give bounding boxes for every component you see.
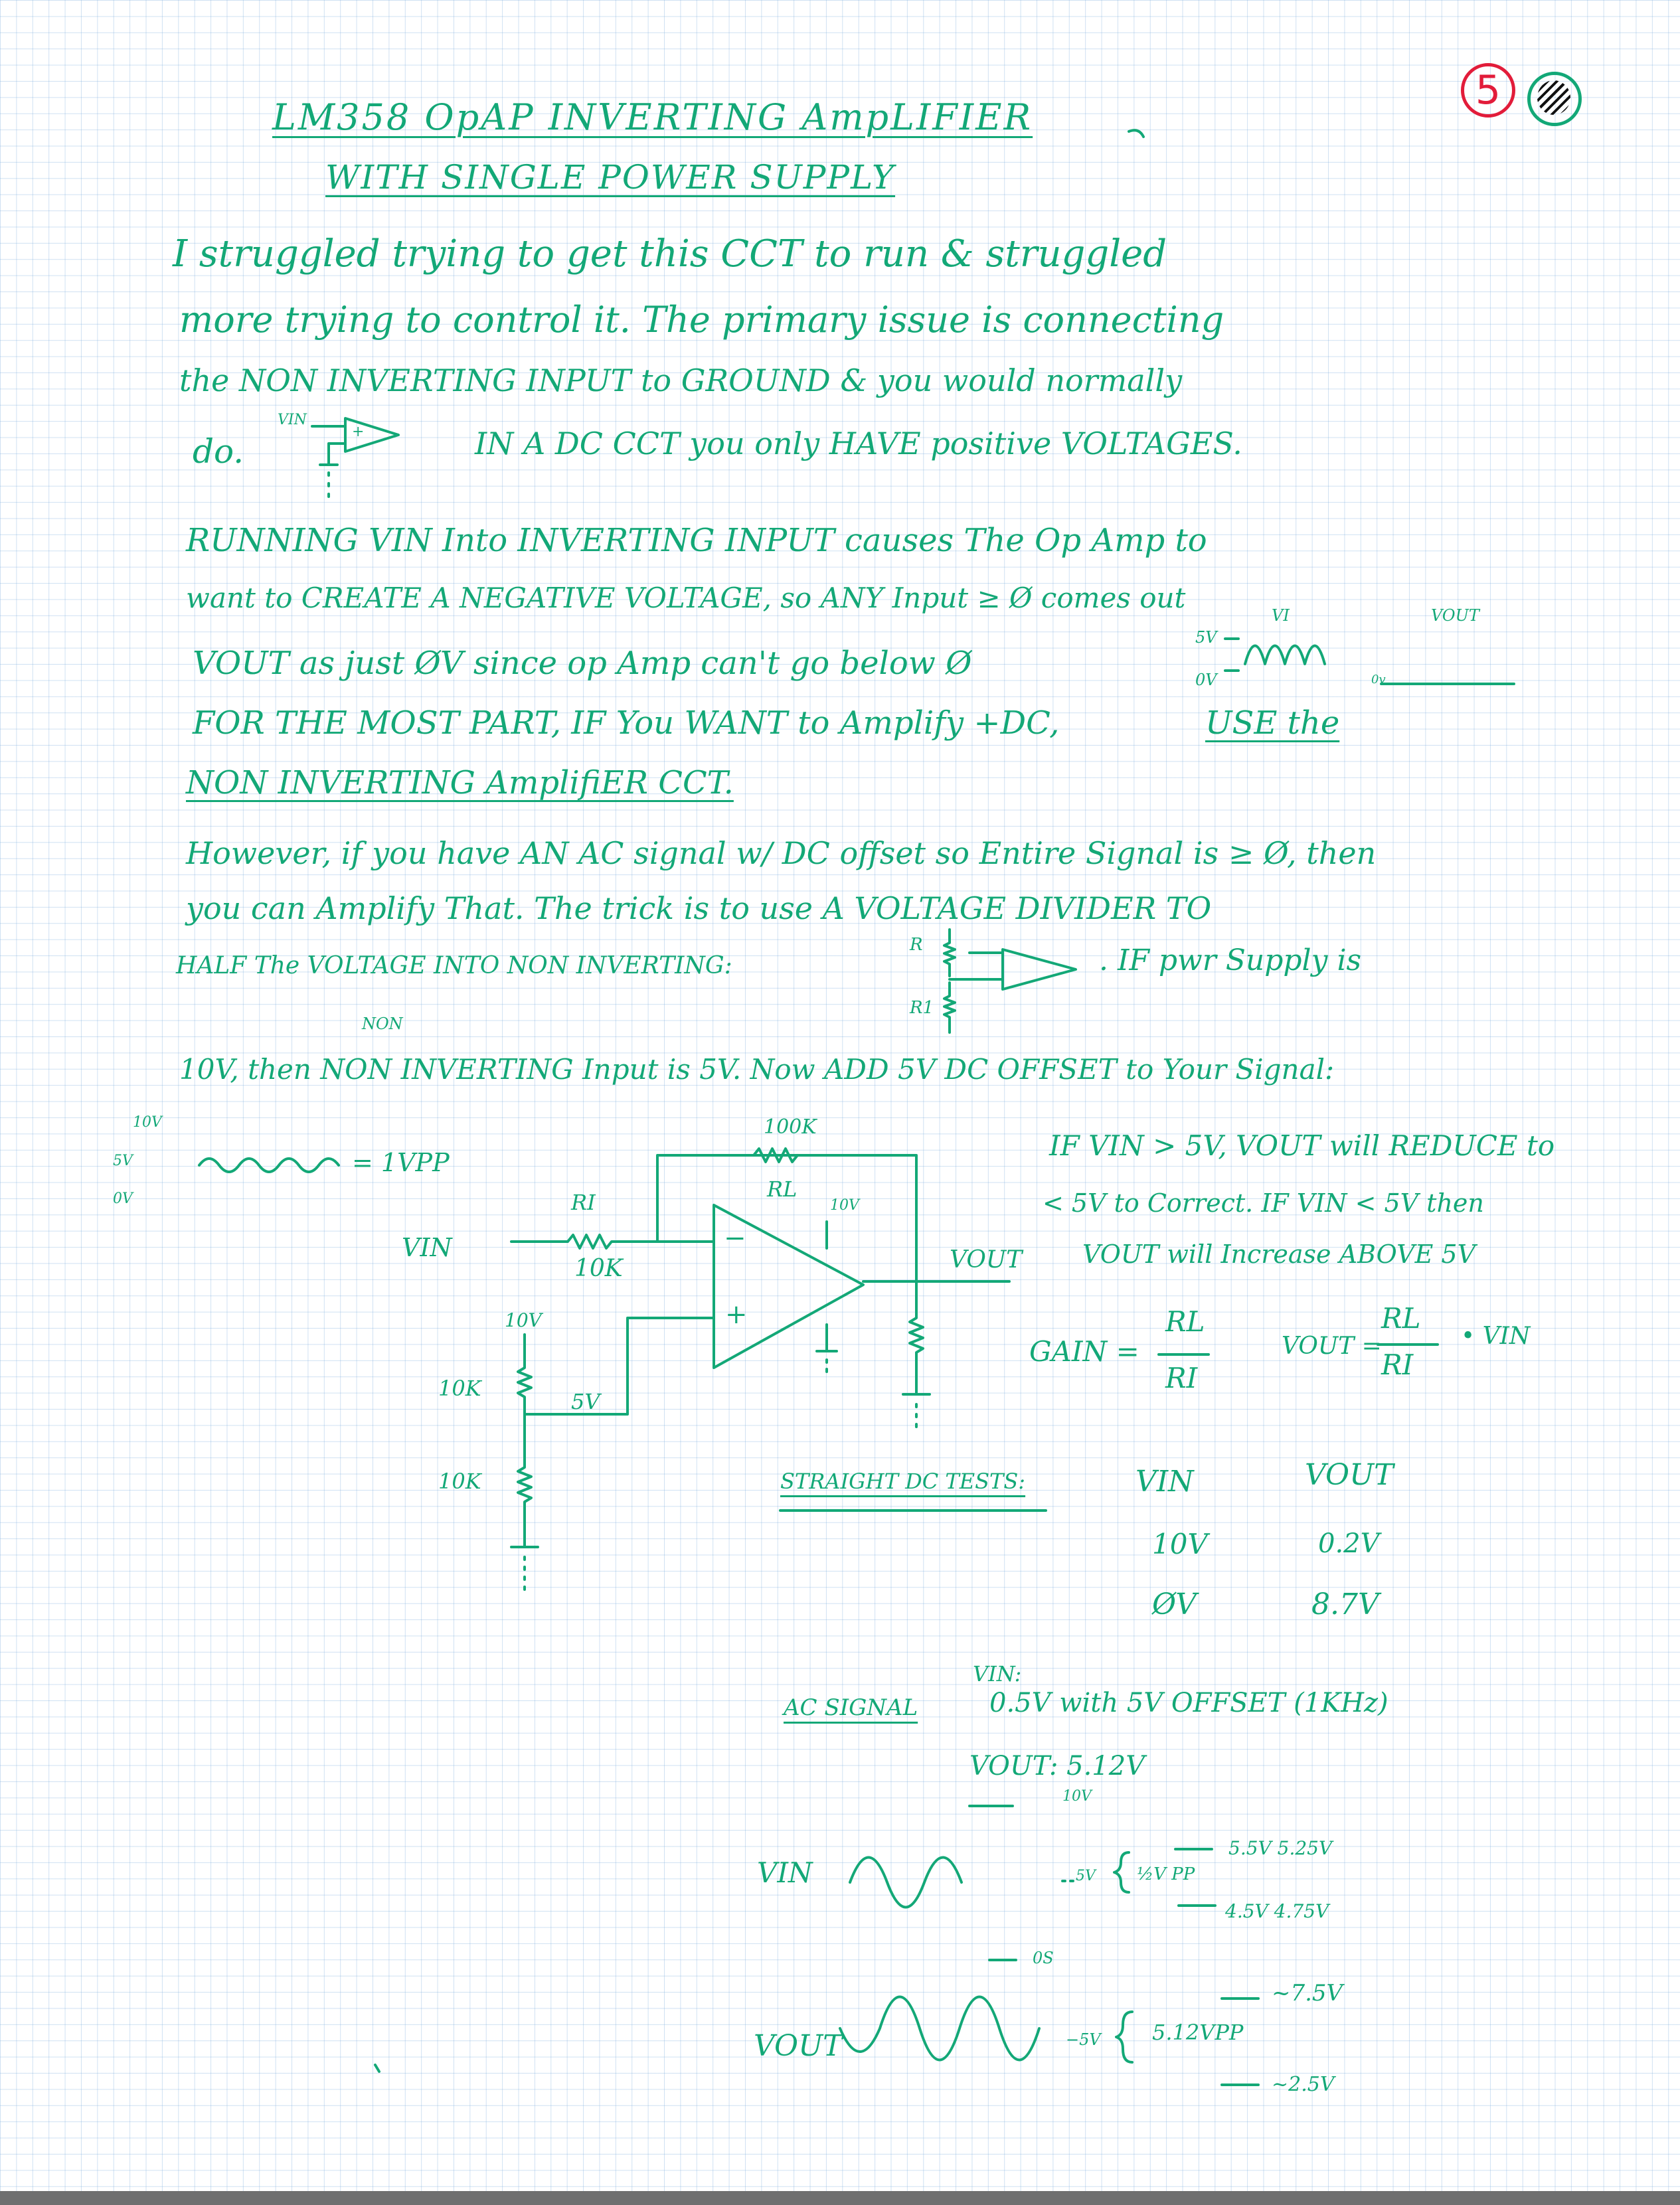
- dc-row1-vout: 0.2V: [1318, 1528, 1380, 1559]
- ac-upper: 5.5V 5.25V: [1228, 1837, 1333, 1859]
- divider-top-10v: 10V: [505, 1309, 542, 1331]
- para3-line-1: However, if you have AN AC signal w/ DC offset so Entire Signal is ≥ Ø, then: [186, 835, 1377, 871]
- left-wave-10v: 10V: [133, 1114, 162, 1131]
- scan-edge-bar: [0, 2191, 1680, 2205]
- mini-divider-symbol: [944, 930, 1076, 1032]
- ac-vin-label: VIN:: [973, 1661, 1022, 1686]
- divider-r2: 10K: [438, 1469, 481, 1494]
- inverting-amp-schematic: [511, 1149, 1009, 1590]
- mini-opamp-symbol: [312, 418, 398, 497]
- ac-top: ~7.5V: [1272, 1980, 1343, 2006]
- para3-non-caret: NON: [362, 1015, 403, 1033]
- left-wave-0v: 0V: [113, 1190, 133, 1207]
- gain-den: RI: [1165, 1362, 1198, 1394]
- ri-value: 10K: [574, 1255, 623, 1282]
- ri-label: RI: [571, 1190, 596, 1215]
- vout-formula-den: RI: [1381, 1348, 1414, 1381]
- para2-line-6: NON INVERTING AmplifiER CCT.: [186, 764, 734, 801]
- para3-line-5: 10V, then NON INVERTING Input is 5V. Now ADD 5V DC OFFSET to Your Signal:: [179, 1053, 1335, 1086]
- opamp-minus: −: [724, 1223, 746, 1254]
- vout-formula-label: VOUT =: [1282, 1333, 1382, 1360]
- ac-signal-label: AC SIGNAL: [784, 1694, 918, 1721]
- dc-tests-label: STRAIGHT DC TESTS:: [780, 1469, 1026, 1494]
- supply-10v: 10V: [830, 1197, 859, 1214]
- wave-0v-label: 0V: [1195, 671, 1217, 689]
- ac-vpp: 5.12VPP: [1152, 2020, 1244, 2045]
- para2-line-2: want to CREATE A NEGATIVE VOLTAGE, so ANY Input ≥ Ø comes out: [186, 582, 1186, 614]
- para3-line-2: you can Amplify That. The trick is to use A VOLTAGE DIVIDER TO: [186, 890, 1212, 926]
- para2-line-1: RUNNING VIN Into INVERTING INPUT causes The Op Amp to: [186, 522, 1207, 559]
- title-line-2: WITH SINGLE POWER SUPPLY: [325, 158, 896, 197]
- schem-vin: VIN: [402, 1233, 452, 1262]
- para2-line-5: USE the: [1205, 704, 1340, 742]
- mini-divider-r: R: [910, 935, 923, 955]
- title-flourish: [1129, 130, 1143, 137]
- page-number: 5: [1461, 63, 1515, 118]
- ac-os: 0S: [1033, 1949, 1054, 1967]
- note-line-1: IF VIN > 5V, VOUT will REDUCE to: [1049, 1129, 1555, 1162]
- intro-line-1: I struggled trying to get this CCT to run & struggled: [173, 232, 1167, 276]
- para3-line-4: . IF pwr Supply is: [1099, 943, 1362, 977]
- dc-row2-vout: 8.7V: [1311, 1588, 1379, 1621]
- opamp-plus: +: [725, 1299, 748, 1330]
- ac-vout-wave: [840, 1997, 1258, 2085]
- rl-value: 100K: [764, 1115, 817, 1139]
- ac-vin-wave-label: VIN: [757, 1856, 813, 1889]
- gain-num: RL: [1165, 1305, 1205, 1338]
- intro-line-2: more trying to control it. The primary issue is connecting: [179, 299, 1224, 341]
- divider-mid-5v: 5V: [571, 1389, 600, 1414]
- divider-r1: 10K: [438, 1376, 481, 1401]
- ac-vout-line: VOUT: 5.12V: [969, 1751, 1145, 1781]
- note-line-2: < 5V to Correct. IF VIN < 5V then: [1043, 1188, 1484, 1218]
- dc-row1-vin: 10V: [1152, 1528, 1208, 1560]
- title-line-1: LM358 OpAP INVERTING AmpLIFIER: [272, 96, 1033, 138]
- note-line-3: VOUT will Increase ABOVE 5V: [1082, 1240, 1476, 1269]
- left-wave-vpp: = 1VPP: [352, 1148, 450, 1177]
- dc-row2-vin: ØV: [1152, 1588, 1197, 1621]
- wave-5v-label: 5V: [1195, 628, 1217, 647]
- wave-sketch-top: [1225, 639, 1514, 687]
- ac-bottom: ~2.5V: [1272, 2073, 1335, 2096]
- ac-5v-2: −5V: [1066, 2030, 1101, 2049]
- intro-line-3: the NON INVERTING INPUT to GROUND & you would normally: [179, 363, 1183, 398]
- mini-opamp-vin: VIN: [278, 412, 307, 428]
- para2-line-4: FOR THE MOST PART, IF You WANT to Amplify +DC,: [193, 704, 1060, 742]
- stray-mark: [375, 2065, 379, 2072]
- mini-opamp-sign: +: [352, 424, 365, 440]
- ac-lower: 4.5V 4.75V: [1225, 1900, 1329, 1922]
- intro-line-5: IN A DC CCT you only HAVE positive VOLTAGES.: [475, 426, 1242, 461]
- gain-label: GAIN =: [1029, 1335, 1139, 1368]
- dc-header-vout: VOUT: [1305, 1458, 1394, 1492]
- vout-formula-num: RL: [1381, 1302, 1421, 1335]
- ac-vout-wave-label: VOUT: [754, 2029, 843, 2063]
- left-wave-5v: 5V: [113, 1153, 133, 1169]
- rl-label: RL: [767, 1177, 798, 1202]
- ac-5v: 5V: [1076, 1868, 1096, 1884]
- wave-vi-label: VI: [1272, 606, 1290, 625]
- mini-divider-r1: R1: [910, 998, 934, 1018]
- schem-vout: VOUT: [950, 1246, 1023, 1273]
- vout-formula-vin: • VIN: [1461, 1323, 1531, 1350]
- ac-half-vpp: ½V PP: [1137, 1864, 1195, 1884]
- para3-line-3: HALF The VOLTAGE INTO NON INVERTING:: [176, 952, 732, 979]
- intro-line-4: do.: [193, 432, 244, 471]
- left-small-wave: [199, 1159, 339, 1172]
- ac-vin-desc: 0.5V with 5V OFFSET (1KHz): [989, 1688, 1388, 1718]
- dc-header-vin: VIN: [1135, 1465, 1194, 1499]
- ac-10v: 10V: [1062, 1788, 1092, 1805]
- wave-o-label: 0v: [1371, 673, 1386, 687]
- wave-vout-label: VOUT: [1431, 606, 1479, 625]
- para2-line-3: VOUT as just ØV since op Amp can't go below Ø: [193, 645, 972, 682]
- ac-vin-wave: [850, 1806, 1215, 1960]
